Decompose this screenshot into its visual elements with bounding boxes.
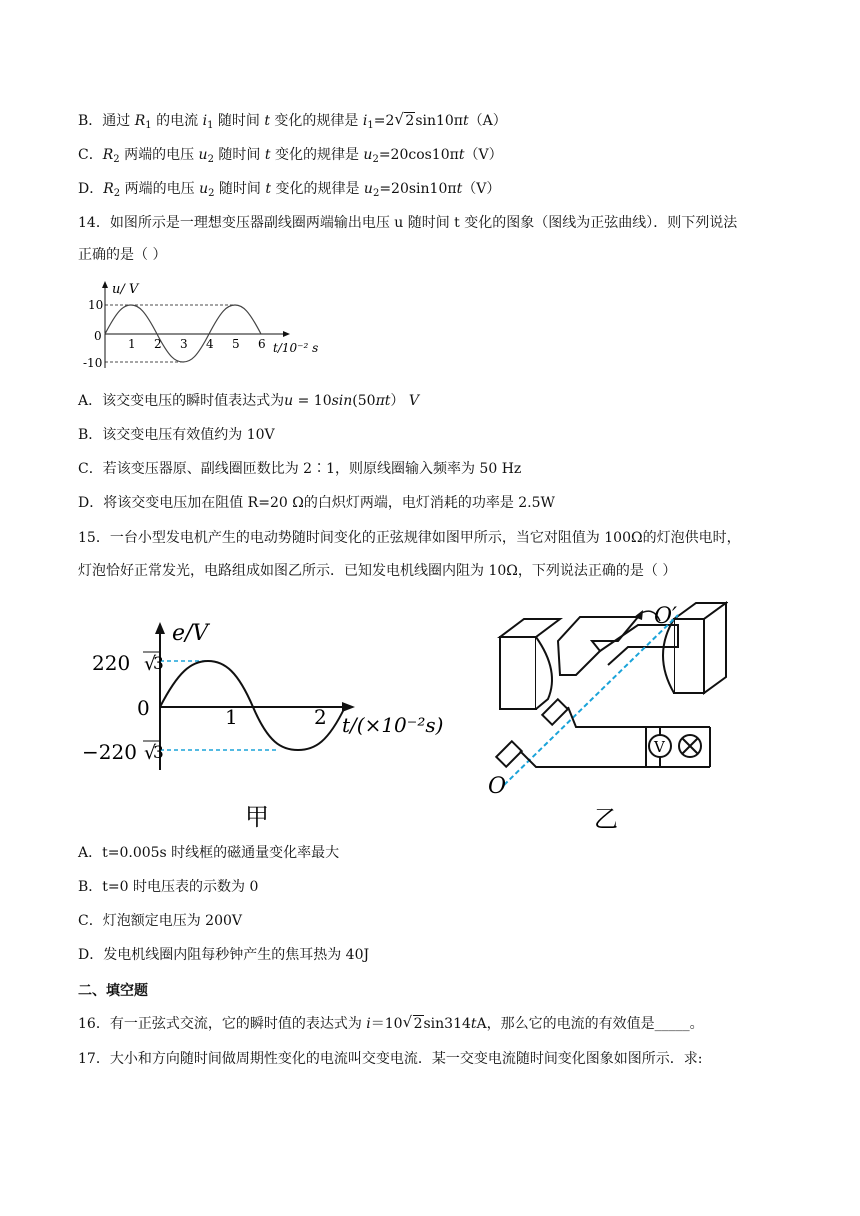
q14-tick-2: 2 (154, 337, 162, 351)
q14-tick-1: 1 (128, 337, 136, 351)
q15-jia-tick-1: 1 (225, 705, 238, 729)
q14-tick-6: 6 (258, 337, 266, 351)
q15-yi-caption: 乙 (594, 805, 618, 833)
q14-tick-5: 5 (232, 337, 240, 351)
q15-stem-line1: 15．一台小型发电机产生的电动势随时间变化的正弦规律如图甲所示，当它对阻值为 100Ω的灯泡供电时， (78, 530, 741, 546)
q14-stem-line2: 正确的是（ ） (78, 247, 167, 263)
q15-option-c: C．灯泡额定电压为 200V (78, 913, 242, 929)
axis-label-o: O (488, 774, 507, 799)
left-magnet-pole (500, 619, 560, 709)
q13-option-c: C．$R_2$ 两端的电压 $u_2$ 随时间 t 变化的规律是 $u_2=20\cos 10\pi t(V)$ (78, 147, 503, 165)
q14-option-a: A．该交变电压的瞬时值表达式为u = 10sin(50πt） V (78, 393, 419, 409)
q14-x-label: t/10⁻² s (273, 341, 319, 355)
q14-tick-4: 4 (206, 337, 214, 351)
q14-x-ticks (128, 337, 266, 351)
axis-label-o-prime: O′ (654, 604, 678, 629)
q15-jia-tick-2: 2 (314, 705, 327, 729)
q15-jia-top-sqrt: √ (144, 653, 157, 675)
q14-tick-3: 3 (180, 337, 188, 351)
q14-stem-line1: 14．如图所示是一理想变压器副线圈两端输出电压 u 随时间 t 变化的图象（图线为正弦曲线）．则下列说法 (78, 215, 738, 231)
q15-jia-top-root-digit: 3 (153, 654, 164, 674)
q13-option-b: B．通过 $R_1$ 的电流 $i_1$ 随时间 t 变化的规律是 $i_1=2√$ 2sin10πt（A） (78, 111, 507, 136)
q15-jia-y-label: e/V (172, 621, 209, 646)
q14-y-label: u/ V (112, 282, 139, 297)
q15-jia-zero: 0 (137, 696, 150, 720)
q15-jia-bottom-sqrt: √ (144, 742, 157, 764)
q14-voltage-graph (80, 278, 330, 378)
q15-option-b: B．t=0 时电压表的示数为 0 (78, 879, 259, 895)
slip-ring-lower (496, 741, 521, 766)
q14-y-bottom: -10 (83, 356, 103, 370)
q13-option-d: D．$R_2$ 两端的电压 $u_2$ 随时间 t 变化的规律是 $u_2=20\sin 10\pi t(V)$ (78, 181, 501, 199)
q15-figure-yi-generator (488, 595, 728, 835)
q17-text: 17．大小和方向随时间做周期性变化的电流叫交变电流．某一交变电流随时间变化图象如图所示．求: (78, 1051, 703, 1067)
q14-option-c: C．若该变压器原、副线圈匝数比为 2∶1，则原线圈输入频率为 50 Hz (78, 461, 522, 477)
q15-option-d: D．发电机线圈内阻每秒钟产生的焦耳热为 40J (78, 947, 370, 963)
q15-stem-line2: 灯泡恰好正常发光，电路组成如图乙所示．已知发电机线圈内阻为 10Ω，下列说法正确的是（ ） (78, 563, 677, 579)
section-heading-fill-in: 二、填空题 (78, 983, 148, 999)
voltmeter-label: V (654, 738, 665, 756)
q14-y-zero: 0 (94, 329, 102, 343)
q14-option-d: D．将该交变电压加在阻值 R=20 Ω的白炽灯两端，电灯消耗的功率是 2.5W (78, 495, 555, 511)
q14-option-b: B．该交变电压有效值约为 10V (78, 427, 275, 443)
q15-jia-bottom-value: −220 (82, 740, 137, 764)
q15-jia-caption: 甲 (245, 803, 269, 831)
slip-ring-upper (542, 699, 567, 724)
q15-jia-bottom-root: 3 (153, 743, 164, 763)
q15-option-a: A．t=0.005s 时线框的磁通量变化率最大 (78, 845, 340, 861)
q15-figure-jia-emf-graph (80, 620, 450, 835)
q14-y-top: 10 (88, 298, 104, 312)
q15-jia-x-label: t/(×10⁻²s) (342, 713, 444, 737)
q16-text: 16．有一正弦式交流，它的瞬时值的表达式为 i＝10√ 2sin314tA，那么它的电流的有效值是_____。 (78, 1014, 704, 1034)
q15-jia-top-value: 220 (92, 651, 131, 675)
